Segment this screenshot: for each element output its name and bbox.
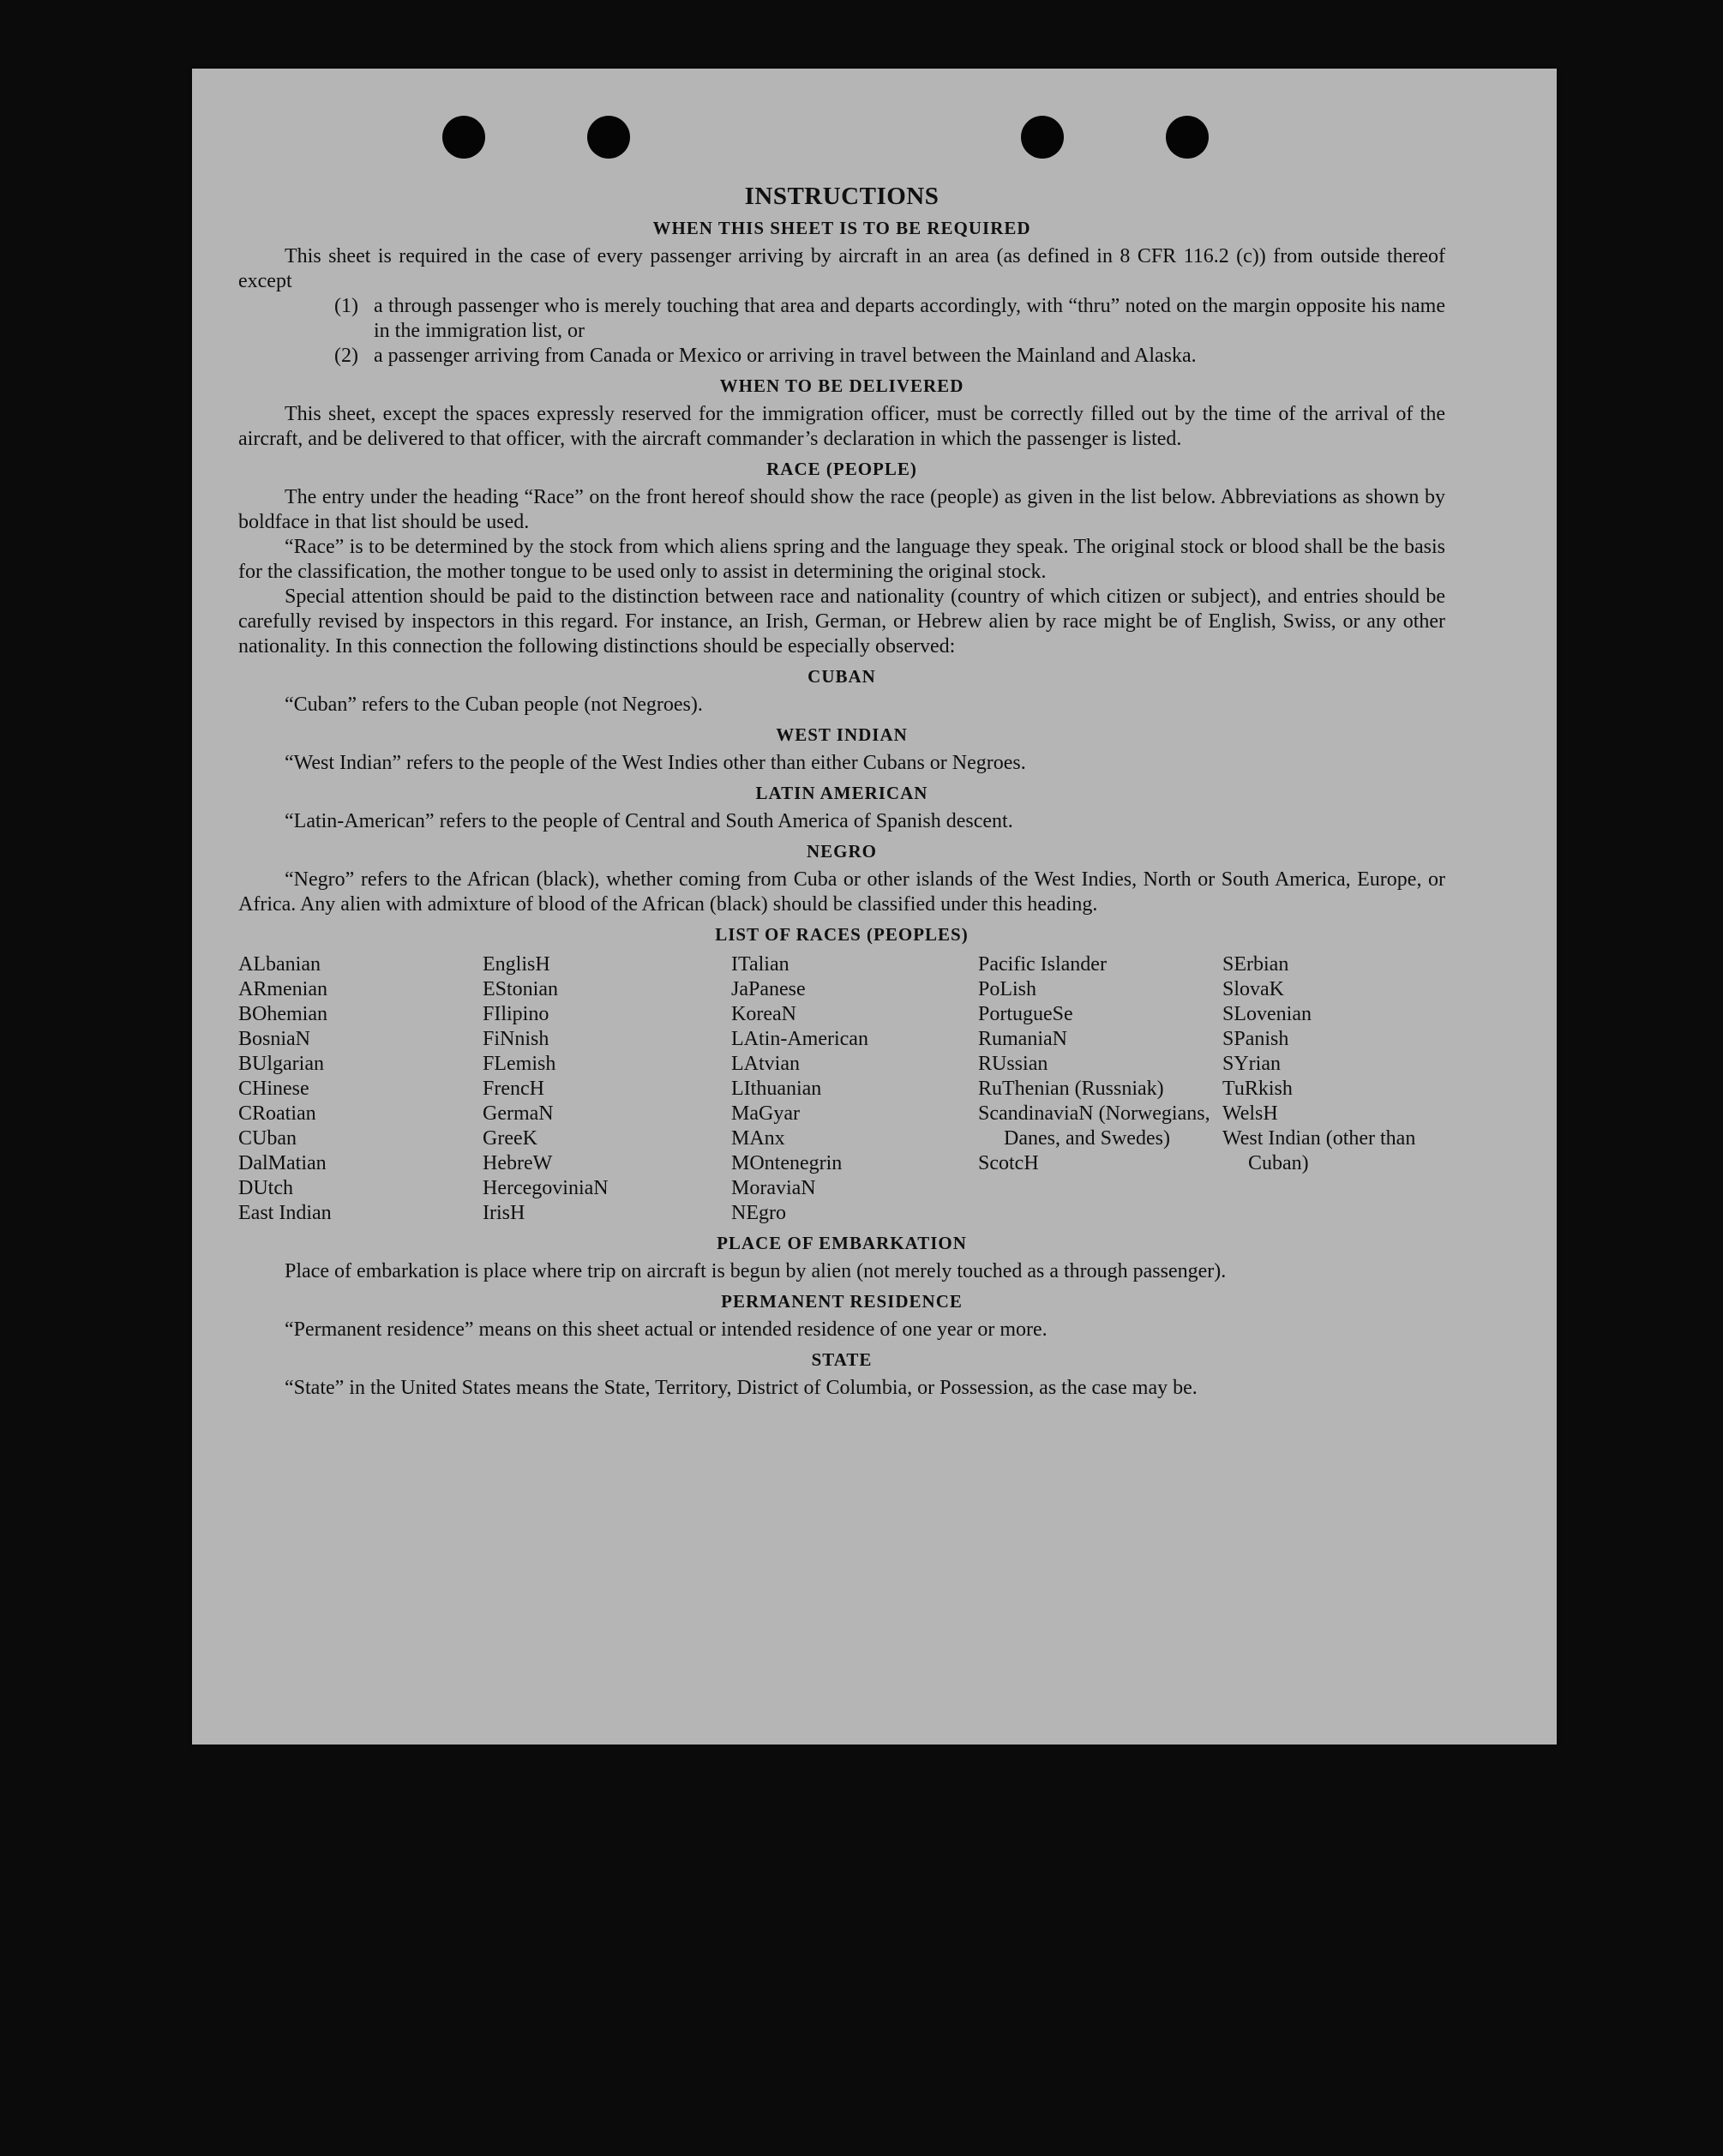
race-entry: East Indian (238, 1202, 332, 1224)
race-entry: DUtch (238, 1177, 293, 1199)
exception-item (334, 344, 1445, 369)
race-entry: WelsH (1222, 1102, 1278, 1125)
race-entry: PoLish (978, 978, 1037, 1000)
race-entry: IrisH (483, 1202, 525, 1224)
race-entry: LAtvian (731, 1053, 800, 1075)
race-entry: MoraviaN (731, 1177, 816, 1199)
race-entry: PortugueSe (978, 1003, 1073, 1025)
heading-state: STATE (811, 1349, 873, 1370)
race-entry: NEgro (731, 1202, 786, 1224)
race-entry: GreeK (483, 1127, 537, 1150)
race-entry: SLovenian (1222, 1003, 1312, 1025)
race-entry: Pacific Islander (978, 953, 1107, 976)
race-entry: RumaniaN (978, 1028, 1067, 1050)
race-entry: EnglisH (483, 953, 550, 976)
exception-number: (2) (334, 345, 358, 367)
race-entry: RUssian (978, 1053, 1048, 1075)
race-entry: GermaN (483, 1102, 554, 1125)
race-entry: BUlgarian (238, 1053, 324, 1075)
race-entry: HebreW (483, 1152, 553, 1174)
heading-latin-american: LATIN AMERICAN (755, 783, 928, 803)
when-required-intro: This sheet is required in the case of every passenger arriving by aircraft in an area (as defined in 8 CFR 116.2 (c)) from outside thereof except (238, 245, 1445, 292)
heading-list-of-races: LIST OF RACES (PEOPLES) (715, 924, 969, 945)
race-entry: SYrian (1222, 1053, 1281, 1075)
race-entry: FIlipino (483, 1003, 549, 1025)
page-title: INSTRUCTIONS (744, 183, 940, 210)
heading-cuban: CUBAN (807, 666, 876, 687)
heading-embarkation: PLACE OF EMBARKATION (717, 1233, 967, 1253)
race-entry: BosniaN (238, 1028, 310, 1050)
heading-negro: NEGRO (806, 841, 877, 862)
cuban-text: “Cuban” refers to the Cuban people (not Negroes). (285, 694, 703, 716)
heading-permanent-residence: PERMANENT RESIDENCE (721, 1291, 963, 1312)
race-entry: LAtin-American (731, 1028, 868, 1050)
heading-race: RACE (PEOPLE) (766, 459, 917, 479)
race-entry: West Indian (other than Cuban) (1222, 1127, 1416, 1174)
race-entry: ScandinaviaN (Norwegians, Danes, and Swedes) (978, 1102, 1210, 1150)
instructions-content (238, 184, 1445, 1401)
race-entry: SlovaK (1222, 978, 1284, 1000)
exception-number: (1) (334, 295, 358, 317)
race-entry: ALbanian (238, 953, 321, 976)
latin-american-text: “Latin-American” refers to the people of Central and South America of Spanish descent. (285, 810, 1013, 832)
race-paragraph-3: Special attention should be paid to the distinction between race and nationality (country of which citizen or subject), and entries should be carefully revised by inspectors in this regard. For instance, an Irish, German, or Hebrew alien by race might be of English, Swiss, or any other nationality. In this connection the following distinctions should be especially observed: (238, 586, 1445, 658)
race-entry: KoreaN (731, 1003, 796, 1025)
exception-text: a through passenger who is merely touching that area and departs accordingly, with “thru” noted on the margin opposite his name in the immigration list, or (374, 295, 1445, 342)
race-entry: RuThenian (Russniak) (978, 1078, 1164, 1100)
race-entry: CRoatian (238, 1102, 316, 1125)
race-entry: ARmenian (238, 978, 327, 1000)
race-entry: FLemish (483, 1053, 556, 1075)
race-entry: SPanish (1222, 1028, 1289, 1050)
negro-text: “Negro” refers to the African (black), whether coming from Cuba or other islands of the West Indies, North or South America, Europe, or Africa. Any alien with admixture of blood of the African (black) should be classified under this heading. (238, 868, 1445, 916)
heading-west-indian: WEST INDIAN (776, 724, 908, 745)
race-entry: CHinese (238, 1078, 309, 1100)
punch-hole-1 (442, 116, 485, 159)
races-column-5 (1222, 952, 1445, 1226)
races-column-3 (731, 952, 978, 1226)
permanent-residence-text: “Permanent residence” means on this sheet actual or intended residence of one year or more. (285, 1318, 1048, 1341)
punch-hole-4 (1166, 116, 1209, 159)
race-entry: MAnx (731, 1127, 785, 1150)
races-column-2 (483, 952, 731, 1226)
race-entry: BOhemian (238, 1003, 327, 1025)
document-sheet (192, 69, 1557, 1745)
race-paragraph-1: The entry under the heading “Race” on the front hereof should show the race (people) as given in the list below. Abbreviations as shown by boldface in that list should be used. (238, 486, 1445, 533)
west-indian-text: “West Indian” refers to the people of the West Indies other than either Cubans or Negroes. (285, 752, 1026, 774)
heading-when-delivered: WHEN TO BE DELIVERED (719, 375, 964, 396)
when-delivered-text: This sheet, except the spaces expressly reserved for the immigration officer, must be correctly filled out by the time of the arrival of the aircraft, and be delivered to that officer, with the aircraft commander’s declaration in which the passenger is listed. (238, 403, 1445, 450)
race-entry: CUban (238, 1127, 297, 1150)
punch-hole-3 (1021, 116, 1064, 159)
state-text: “State” in the United States means the State, Territory, District of Columbia, or Possession, as the case may be. (285, 1377, 1198, 1399)
race-entry: JaPanese (731, 978, 806, 1000)
race-paragraph-2: “Race” is to be determined by the stock from which aliens spring and the language they speak. The original stock or blood shall be the basis for the classification, the mother tongue to be used only to assist in determining the original stock. (238, 536, 1445, 583)
race-entry: FiNnish (483, 1028, 549, 1050)
exception-text: a passenger arriving from Canada or Mexico or arriving in travel between the Mainland and Alaska. (374, 345, 1197, 367)
heading-when-required: WHEN THIS SHEET IS TO BE REQUIRED (652, 218, 1031, 238)
race-entry: ITalian (731, 953, 789, 976)
race-entry: FrencH (483, 1078, 544, 1100)
races-column-4 (978, 952, 1222, 1226)
punch-hole-2 (587, 116, 630, 159)
race-entry: TuRkish (1222, 1078, 1293, 1100)
race-entry: MOntenegrin (731, 1152, 843, 1174)
races-column-1 (238, 952, 483, 1226)
race-entry: LIthuanian (731, 1078, 822, 1100)
race-entry: EStonian (483, 978, 558, 1000)
race-entry: HercegoviniaN (483, 1177, 609, 1199)
race-entry: ScotcH (978, 1152, 1039, 1174)
races-list (238, 952, 1445, 1226)
race-entry: DalMatian (238, 1152, 327, 1174)
embarkation-text: Place of embarkation is place where trip on aircraft is begun by alien (not merely touched as a through passenger). (285, 1260, 1227, 1282)
exception-item (334, 294, 1445, 344)
race-entry: SErbian (1222, 953, 1289, 976)
race-entry: MaGyar (731, 1102, 800, 1125)
